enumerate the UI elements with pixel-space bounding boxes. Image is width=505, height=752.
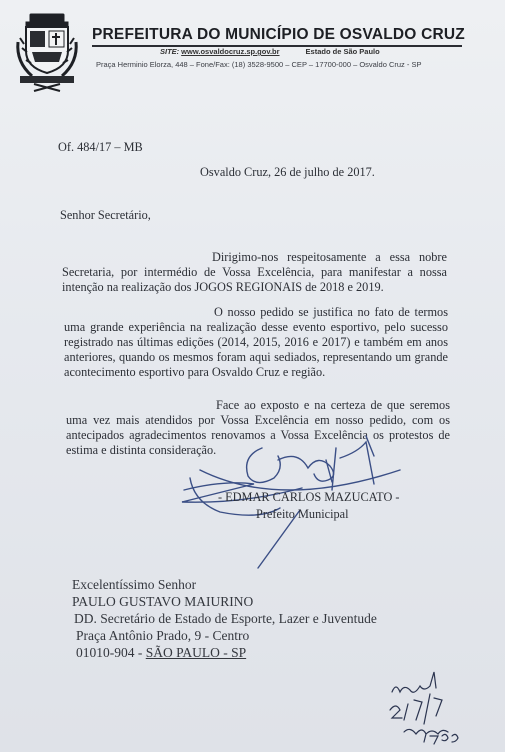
- header-title: PREFEITURA DO MUNICÍPIO DE OSVALDO CRUZ: [92, 26, 465, 43]
- recipient-position: DD. Secretário de Estado de Esporte, Lazer e Juventude: [74, 611, 377, 626]
- date-line: Osvaldo Cruz, 26 de julho de 2017.: [200, 165, 375, 179]
- paragraph-1: Dirigimo-nos respeitosamente a essa nobre Secretaria, por intermédio de Vossa Excelência, para manifestar a nossa intenção na realização dos JOGOS REGIONAIS de 2018 e 2019.: [62, 250, 447, 294]
- header-address: Praça Herminio Elorza, 448 – Fone/Fax: (18) 3528-9500 – CEP – 17700-000 – Osvaldo Cruz - SP: [96, 60, 422, 69]
- recipient-postal-line: [76, 645, 246, 661]
- recipient-honorific: Excelentíssimo Senhor: [72, 577, 197, 592]
- recipient-name: PAULO GUSTAVO MAIURINO: [72, 594, 254, 609]
- recipient-postal-code: 01010-904 -: [76, 645, 146, 660]
- header-state: Estado de São Paulo: [305, 47, 380, 56]
- signer-name: - EDMAR CARLOS MAZUCATO -: [218, 490, 400, 504]
- recipient-street: Praça Antônio Prado, 9 - Centro: [76, 628, 250, 643]
- signer-title: Prefeito Municipal: [256, 507, 349, 521]
- site-label: SITE:: [160, 47, 180, 56]
- salutation: Senhor Secretário,: [60, 208, 151, 222]
- document-reference: Of. 484/17 – MB: [58, 140, 143, 154]
- header-site-line: [160, 47, 380, 56]
- municipal-crest-icon: [14, 12, 80, 92]
- site-link[interactable]: www.osvaldocruz.sp.gov.br: [181, 47, 280, 56]
- paragraph-2: O nosso pedido se justifica no fato de termos uma grande experiência na realização desse evento esportivo, pelo sucesso registrado nas últimas edições (2014, 2015, 2016 e 2017) e também em anos anteriores, quando os mesmos foram aqui sediados, representando um grande acontecimento esportivo para Osvaldo Cruz e região.: [64, 305, 448, 379]
- paragraph-3: Face ao exposto e na certeza de que seremos uma vez mais atendidos por Vossa Excelência em nosso pedido, com os antecipados agradecimentos renovamos a Vossa Excelência os protestos de estima e distinta consideração.: [66, 398, 450, 457]
- received-handwritten-note: [380, 670, 490, 750]
- recipient-city: SÃO PAULO - SP: [145, 645, 247, 660]
